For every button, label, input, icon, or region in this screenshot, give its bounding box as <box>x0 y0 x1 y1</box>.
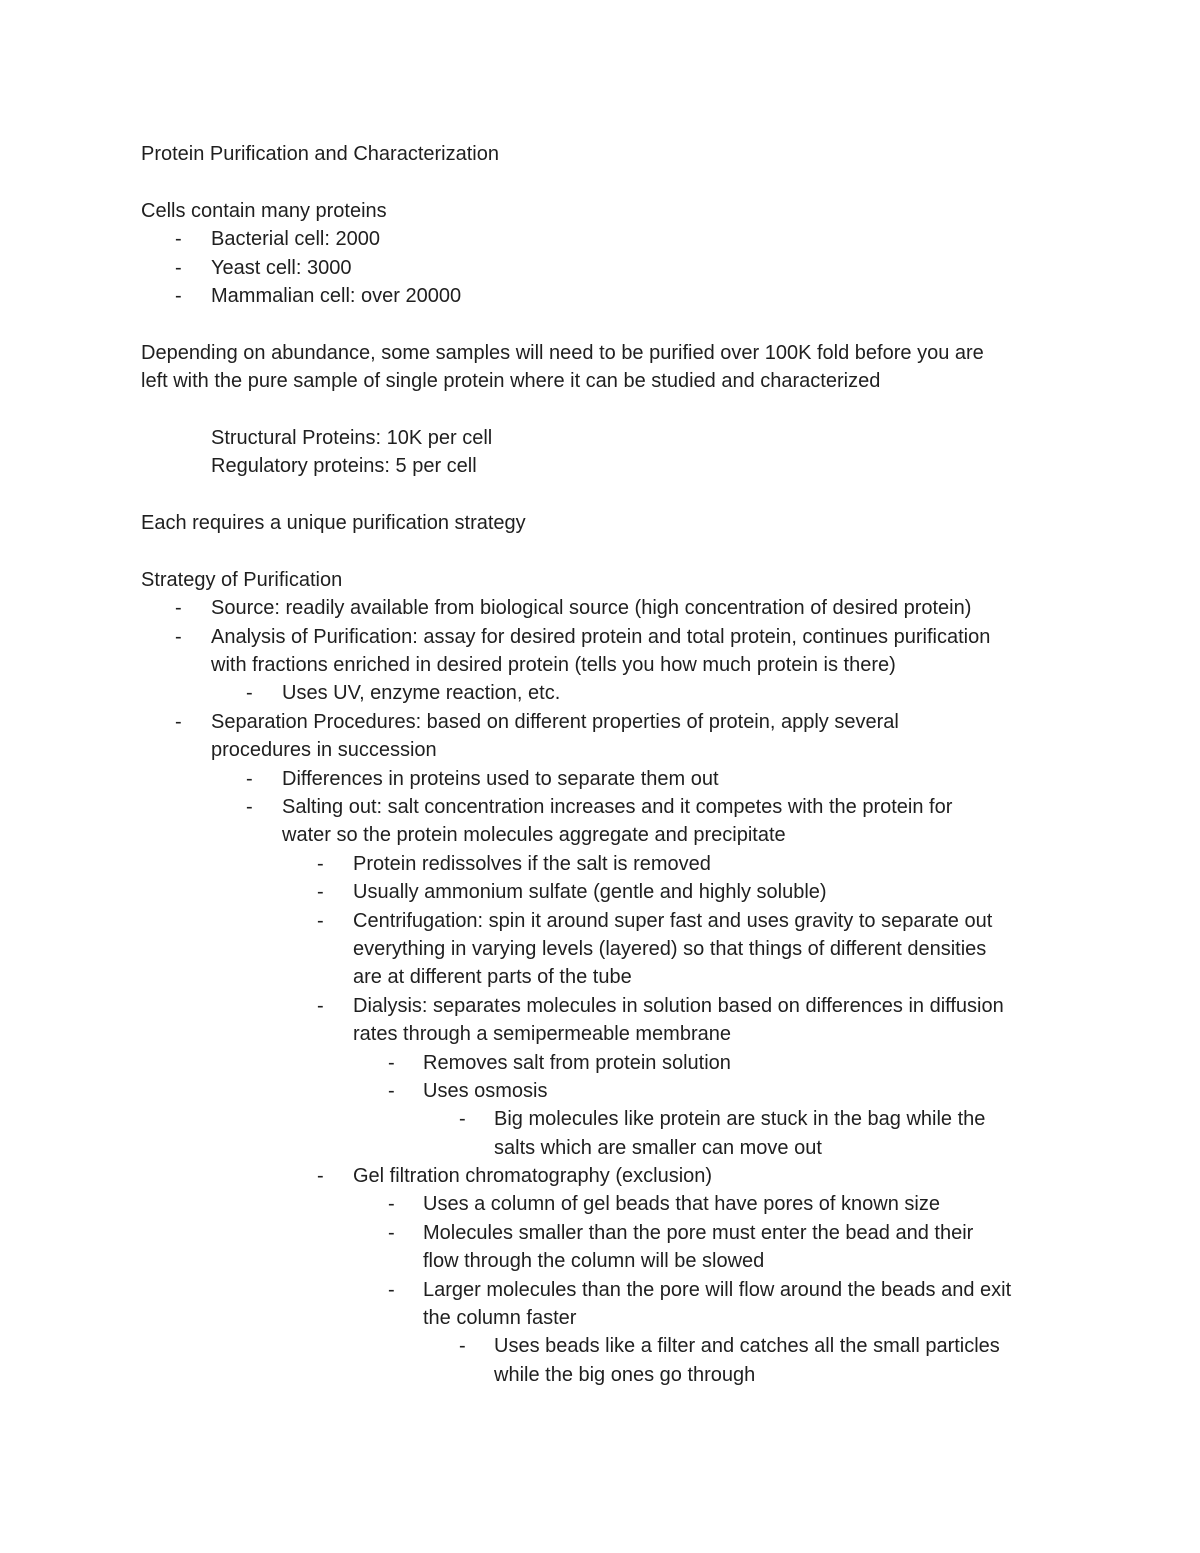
bullet-dash: - <box>459 1335 466 1358</box>
bullet-dash: - <box>175 625 182 648</box>
list-item: - Mammalian cell: over 20000 <box>141 282 1071 310</box>
bullet-dash: - <box>246 767 253 790</box>
bullet-dash: - <box>175 597 182 620</box>
bullet-dash: - <box>388 1051 395 1074</box>
spacer <box>141 481 1071 509</box>
bullet-dash: - <box>246 795 253 818</box>
list-item-continuation: procedures in succession <box>211 739 437 762</box>
list-item: - Separation Procedures: based on different properties of protein, apply several <box>141 708 1071 736</box>
list-item: - Larger molecules than the pore will flow around the beads and exit <box>141 1276 1071 1304</box>
spacer <box>141 537 1071 565</box>
indented-line: Structural Proteins: 10K per cell <box>211 426 493 449</box>
bullet-dash: - <box>246 682 253 705</box>
list-item: - Big molecules like protein are stuck in the bag while the <box>141 1105 1071 1133</box>
list-item-continuation: are at different parts of the tube <box>353 966 632 989</box>
list-item: - Analysis of Purification: assay for desired protein and total protein, continues purification <box>141 623 1071 651</box>
list-item: - Molecules smaller than the pore must enter the bead and their <box>141 1219 1071 1247</box>
indented-line: Regulatory proteins: 5 per cell <box>211 455 477 478</box>
list-item: - Uses UV, enzyme reaction, etc. <box>141 679 1071 707</box>
list-item-continuation: everything in varying levels (layered) so that things of different densities <box>353 937 987 960</box>
paragraph-line: Each requires a unique purification strategy <box>141 512 526 535</box>
list-item: - Yeast cell: 3000 <box>141 254 1071 282</box>
bullet-dash: - <box>175 228 182 251</box>
list-item: - Protein redissolves if the salt is removed <box>141 850 1071 878</box>
list-item: - Differences in proteins used to separate them out <box>141 765 1071 793</box>
bullet-dash: - <box>388 1193 395 1216</box>
list-item: - Usually ammonium sulfate (gentle and highly soluble) <box>141 878 1071 906</box>
list-item: - Source: readily available from biological source (high concentration of desired protein) <box>141 594 1071 622</box>
list-item-continuation: salts which are smaller can move out <box>494 1136 822 1159</box>
bullet-dash: - <box>175 284 182 307</box>
list-item: - Uses osmosis <box>141 1077 1071 1105</box>
spacer <box>141 168 1071 196</box>
bullet-dash: - <box>317 1165 324 1188</box>
bullet-dash: - <box>175 256 182 279</box>
list-item: - Uses beads like a filter and catches all the small particles <box>141 1332 1071 1360</box>
list-item-continuation: water so the protein molecules aggregate and precipitate <box>282 824 786 847</box>
bullet-dash: - <box>317 994 324 1017</box>
document-title: Protein Purification and Characterization <box>141 143 499 165</box>
bullet-dash: - <box>175 710 182 733</box>
list-item-continuation: while the big ones go through <box>494 1363 756 1386</box>
bullet-dash: - <box>388 1221 395 1244</box>
list-item: - Salting out: salt concentration increases and it competes with the protein for <box>141 793 1071 821</box>
list-item: - Removes salt from protein solution <box>141 1049 1071 1077</box>
list-item: - Dialysis: separates molecules in solution based on differences in diffusion <box>141 992 1071 1020</box>
bullet-dash: - <box>388 1079 395 1102</box>
spacer <box>141 310 1071 338</box>
list-item: - Gel filtration chromatography (exclusion) <box>141 1162 1071 1190</box>
list-item-continuation: the column faster <box>423 1307 577 1330</box>
list-item: - Uses a column of gel beads that have pores of known size <box>141 1190 1071 1218</box>
list-item-continuation: with fractions enriched in desired protein (tells you how much protein is there) <box>211 654 896 677</box>
list-item: - Bacterial cell: 2000 <box>141 225 1071 253</box>
paragraph-line: Depending on abundance, some samples will need to be purified over 100K fold before you are <box>141 341 984 364</box>
list-item: - Centrifugation: spin it around super fast and uses gravity to separate out <box>141 907 1071 935</box>
section-heading-cells: Cells contain many proteins <box>141 199 387 222</box>
bullet-dash: - <box>317 909 324 932</box>
list-item-continuation: rates through a semipermeable membrane <box>353 1023 731 1046</box>
paragraph-line: left with the pure sample of single protein where it can be studied and characterized <box>141 370 881 393</box>
section-heading-strategy: Strategy of Purification <box>141 568 343 591</box>
bullet-dash: - <box>459 1108 466 1131</box>
document-page <box>141 140 1071 1389</box>
list-item-continuation: flow through the column will be slowed <box>423 1250 765 1273</box>
bullet-dash: - <box>388 1278 395 1301</box>
bullet-dash: - <box>317 852 324 875</box>
bullet-dash: - <box>317 881 324 904</box>
spacer <box>141 396 1071 424</box>
